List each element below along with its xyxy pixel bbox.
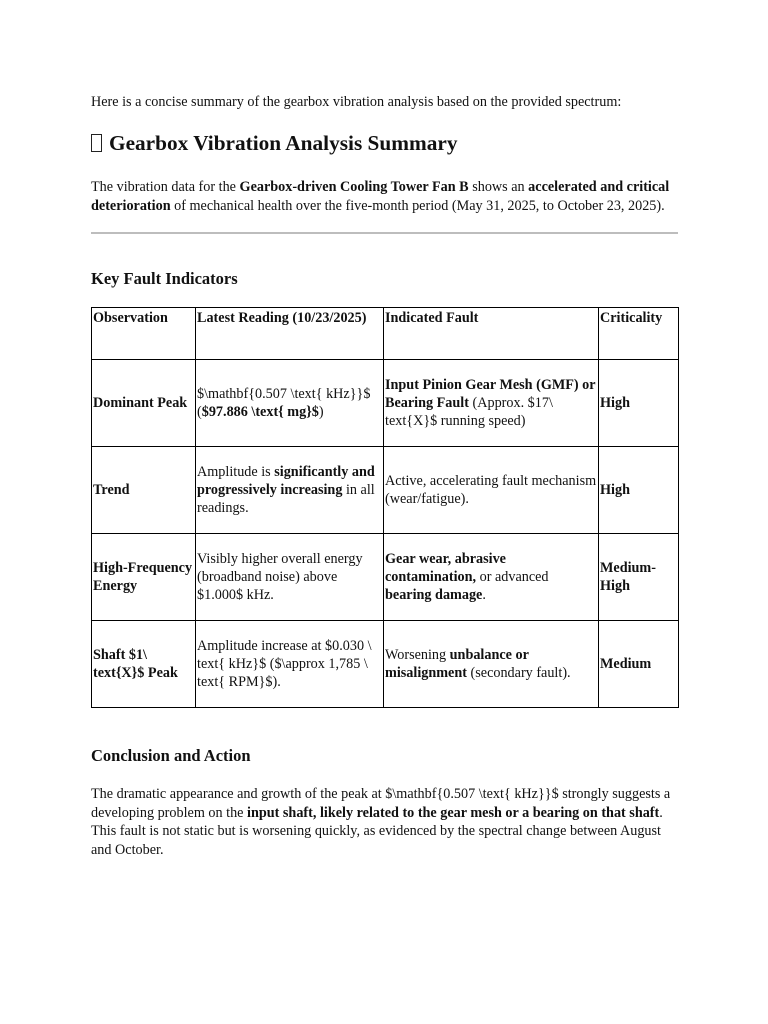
observation-label: Dominant Peak (93, 395, 188, 411)
fault-text: (Approx. $17\ text{X}$ running speed) (385, 395, 553, 429)
document-content (91, 93, 678, 859)
table-row (92, 621, 679, 708)
section-divider (91, 232, 678, 234)
summary-text-1: The vibration data for the (91, 179, 240, 195)
cell-fault (384, 534, 599, 621)
fault-text: or advanced (476, 569, 549, 585)
key-fault-heading: Key Fault Indicators (91, 269, 238, 288)
summary-paragraph (91, 178, 678, 215)
cell-observation (92, 534, 196, 621)
cell-criticality (599, 534, 679, 621)
table-row (92, 534, 679, 621)
header-latest-reading: Latest Reading (10/23/2025) (196, 308, 384, 360)
table-row (92, 447, 679, 534)
conclusion-bold-1: input shaft, likely related to the gear mesh or a bearing on that shaft (247, 804, 660, 821)
reading-text: ) (318, 404, 324, 420)
cell-observation (92, 360, 196, 447)
table-row (92, 360, 679, 447)
intro-text: Here is a concise summary of the gearbox vibration analysis based on the provided spectrum: (91, 94, 622, 110)
cell-observation (92, 447, 196, 534)
fault-text: Worsening (385, 647, 450, 663)
cell-reading: Amplitude increase at $0.030 \ text{ kHz}$ ($\approx 1,785 \ text{ RPM}$). (196, 621, 384, 708)
missing-glyph-icon (91, 134, 102, 152)
cell-criticality (599, 447, 679, 534)
header-observation: Observation (92, 308, 196, 360)
summary-bold-2: accelerated and critical deterioration (91, 179, 670, 214)
table-header-row (92, 308, 679, 360)
criticality-label: Medium-High (600, 560, 656, 594)
summary-bold-1: Gearbox-driven Cooling Tower Fan B (239, 179, 469, 195)
fault-bold: bearing damage (385, 587, 483, 603)
reading-text: Amplitude is (197, 464, 275, 480)
conclusion-paragraph (91, 785, 678, 859)
header-indicated-fault: Indicated Fault (384, 308, 599, 360)
reading-bold: significantly and progressively increasing (197, 464, 375, 498)
observation-label: Shaft $1\ text{X}$ Peak (93, 647, 178, 681)
criticality-label: Medium (600, 656, 652, 672)
conclusion-text-2: . This fault is not static but is worsening quickly, as evidenced by the spectral change between August and October. (91, 804, 663, 858)
fault-bold: unbalance or misalignment (385, 647, 529, 681)
criticality-label: High (600, 482, 630, 498)
observation-label: High-Frequency Energy (93, 560, 193, 594)
cell-reading (196, 360, 384, 447)
page-title (91, 130, 678, 156)
reading-text: in all readings. (197, 482, 375, 516)
fault-bold: Gear wear, abrasive contamination, (385, 551, 506, 585)
fault-table (91, 307, 679, 708)
fault-bold: Input Pinion Gear Mesh (GMF) or Bearing Fault (385, 377, 596, 411)
cell-reading (196, 447, 384, 534)
observation-label: Trend (93, 482, 130, 498)
cell-observation (92, 621, 196, 708)
summary-text-2: shows an (468, 179, 529, 195)
conclusion-text-1: The dramatic appearance and growth of the peak at $\mathbf{0.507 \text{ kHz}}$ strongly suggests a developing problem on the (91, 786, 671, 821)
cell-criticality (599, 621, 679, 708)
reading-text: $\mathbf{0.507 \text{ kHz}}$ ( (197, 386, 371, 420)
cell-fault: Active, accelerating fault mechanism (wear/fatigue). (384, 447, 599, 534)
cell-fault (384, 360, 599, 447)
fault-text: (secondary fault). (466, 665, 571, 681)
reading-bold: $97.886 \text{ mg}$ (201, 404, 319, 420)
header-criticality: Criticality (599, 308, 679, 360)
conclusion-heading: Conclusion and Action (91, 746, 251, 765)
cell-criticality (599, 360, 679, 447)
summary-text-3: of mechanical health over the five-month period (May 31, 2025, to October 23, 2025). (170, 197, 665, 214)
cell-fault (384, 621, 599, 708)
fault-text: . (482, 587, 486, 603)
cell-reading: Visibly higher overall energy (broadband noise) above $1.000$ kHz. (196, 534, 384, 621)
page-title-text: Gearbox Vibration Analysis Summary (109, 131, 458, 155)
criticality-label: High (600, 395, 630, 411)
